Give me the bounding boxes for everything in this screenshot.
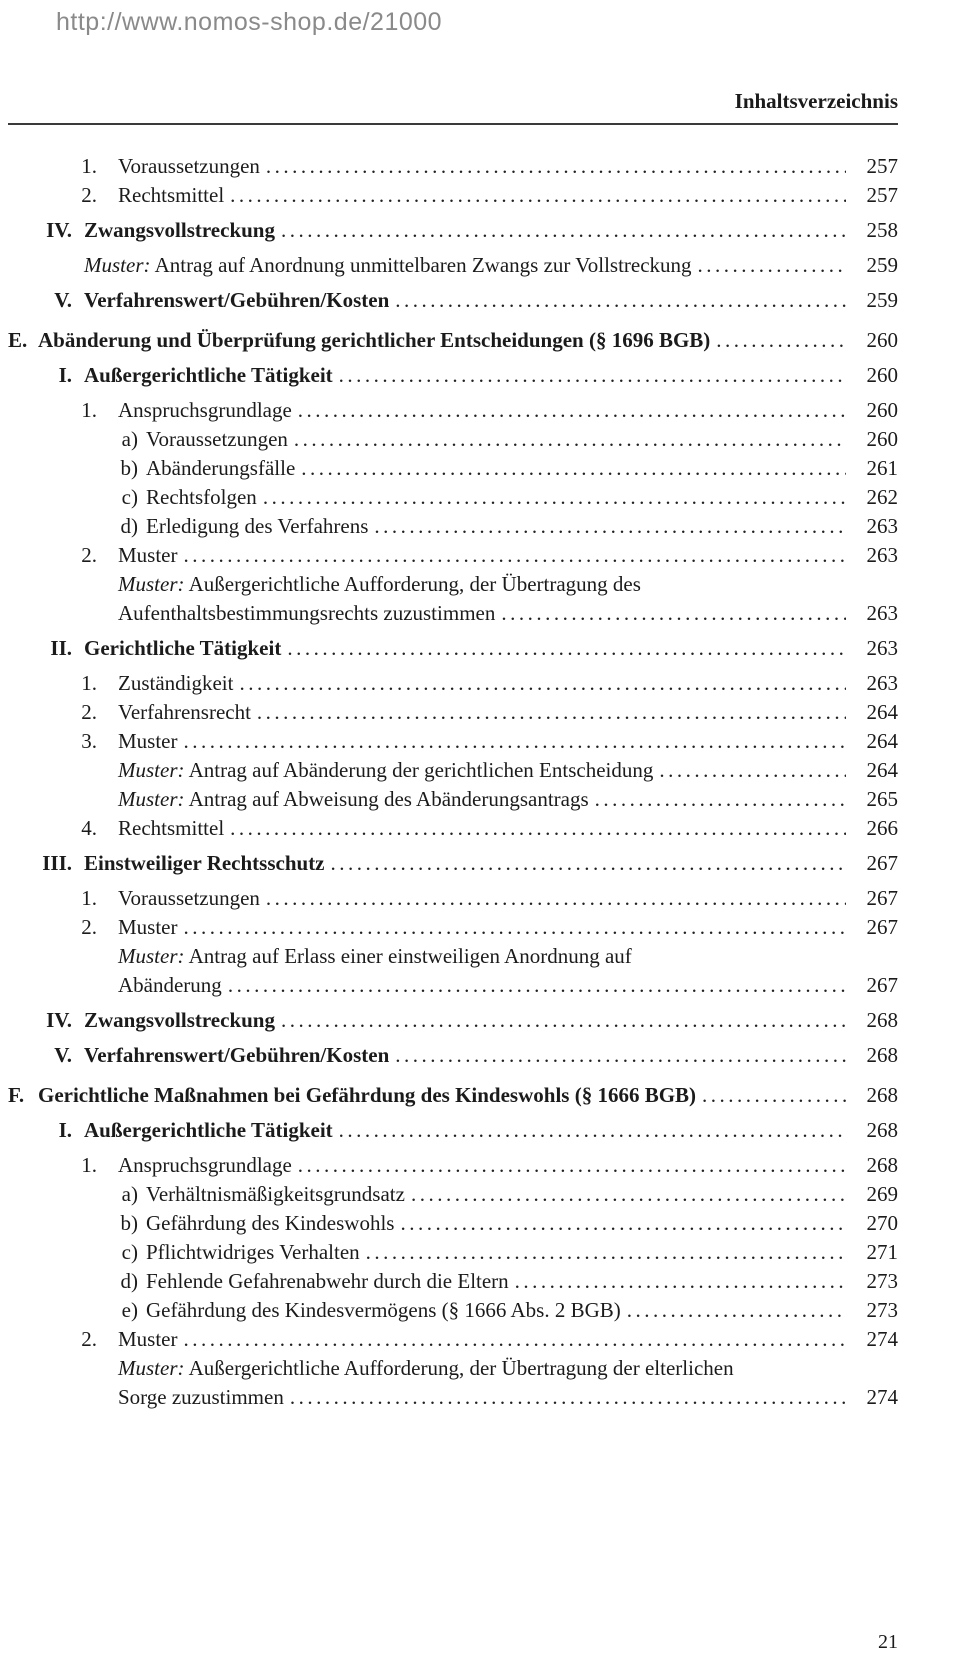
entry-page: 274 — [866, 1327, 898, 1351]
entry-page: 263 — [866, 514, 898, 538]
toc-row — [8, 1151, 898, 1180]
toc-row — [8, 1296, 898, 1325]
entry-label: I. — [58, 1118, 72, 1142]
muster-prefix: Muster: — [118, 572, 185, 596]
entry-text: Außergerichtliche Tätigkeit — [84, 1118, 333, 1142]
entry-text-continued: Sorge zuzustimmen — [118, 1385, 284, 1409]
entry-page: 260 — [866, 363, 898, 387]
toc-entry — [8, 669, 898, 698]
dot-leader — [294, 425, 846, 454]
dot-leader — [230, 814, 846, 843]
entry-page: 274 — [866, 1385, 898, 1409]
entry-page: 269 — [866, 1182, 898, 1206]
entry-text: Fehlende Gefahrenabwehr durch die Eltern — [146, 1269, 509, 1293]
entry-page: 262 — [866, 485, 898, 509]
entry-label: e) — [121, 1298, 138, 1322]
dot-leader — [716, 326, 846, 355]
toc-entry — [8, 1238, 898, 1267]
toc-row — [8, 971, 898, 1000]
entry-label: IV. — [46, 218, 72, 242]
toc-row — [8, 634, 898, 663]
dot-leader — [266, 884, 846, 913]
entry-text: Muster — [118, 915, 178, 939]
entry-text-continued: Aufenthaltsbestimmungsrechts zuzustimmen — [118, 601, 496, 625]
dot-leader — [501, 599, 846, 628]
toc-row — [8, 1116, 898, 1145]
toc-row — [8, 216, 898, 245]
entry-text: Rechtsfolgen — [146, 485, 257, 509]
entry-text: Muster: Antrag auf Abänderung der gerichtlichen Entscheidung — [118, 758, 654, 782]
toc-entry — [8, 396, 898, 425]
entry-text: Voraussetzungen — [118, 154, 260, 178]
entry-page: 267 — [866, 851, 898, 875]
entry-label: a) — [121, 427, 138, 451]
toc-entry — [8, 884, 898, 913]
entry-label: E. — [8, 328, 28, 352]
entry-page: 264 — [866, 729, 898, 753]
toc-entry — [8, 727, 898, 756]
entry-text: Muster: Antrag auf Abweisung des Abänderungsantrags — [118, 787, 589, 811]
toc-row — [8, 785, 898, 814]
toc-row — [8, 1209, 898, 1238]
entry-label: 2. — [81, 915, 97, 939]
entry-label: 4. — [81, 816, 97, 840]
toc-entry — [8, 361, 898, 390]
toc-row — [8, 727, 898, 756]
entry-label: 2. — [81, 700, 97, 724]
entry-page: 268 — [866, 1043, 898, 1067]
toc-row — [8, 669, 898, 698]
entry-text: Abänderungsfälle — [146, 456, 296, 480]
dot-leader — [298, 396, 846, 425]
toc-row — [8, 698, 898, 727]
entry-page: 259 — [866, 288, 898, 312]
entry-text: Muster — [118, 1327, 178, 1351]
entry-page: 264 — [866, 758, 898, 782]
entry-text: Anspruchsgrundlage — [118, 1153, 292, 1177]
entry-text: Erledigung des Verfahrens — [146, 514, 369, 538]
toc-row — [8, 1081, 898, 1110]
entry-page: 261 — [866, 456, 898, 480]
entry-text: Rechtsmittel — [118, 183, 225, 207]
dot-leader — [230, 181, 846, 210]
entry-label: III. — [42, 851, 72, 875]
dot-leader — [374, 512, 846, 541]
entry-text: Zwangsvollstreckung — [84, 1008, 275, 1032]
toc-entry — [8, 785, 898, 814]
toc-row — [8, 1238, 898, 1267]
entry-page: 263 — [866, 671, 898, 695]
entry-label: d) — [120, 514, 138, 538]
toc-row — [8, 570, 898, 599]
entry-page: 259 — [866, 253, 898, 277]
dot-leader — [411, 1180, 846, 1209]
toc-entry — [8, 1209, 898, 1238]
entry-text: Einstweiliger Rechtsschutz — [84, 851, 325, 875]
toc-row — [8, 251, 898, 280]
toc-entry — [8, 1354, 898, 1412]
toc-row — [8, 1041, 898, 1070]
toc-row — [8, 152, 898, 181]
toc-entry — [8, 326, 898, 355]
dot-leader — [184, 541, 847, 570]
entry-text: Anspruchsgrundlage — [118, 398, 292, 422]
entry-label: 2. — [81, 183, 97, 207]
dot-leader — [290, 1383, 846, 1412]
dot-leader — [659, 756, 846, 785]
toc-entry — [8, 1116, 898, 1145]
entry-page: 257 — [866, 183, 898, 207]
entry-label: II. — [50, 636, 72, 660]
entry-page: 264 — [866, 700, 898, 724]
muster-prefix: Muster: — [84, 253, 151, 277]
toc-entry — [8, 483, 898, 512]
toc-row — [8, 483, 898, 512]
entry-page: 263 — [866, 636, 898, 660]
entry-text: Außergerichtliche Tätigkeit — [84, 363, 333, 387]
dot-leader — [184, 727, 847, 756]
toc-entry — [8, 698, 898, 727]
entry-label: 1. — [81, 154, 97, 178]
toc-entry — [8, 756, 898, 785]
entry-text: Muster: Antrag auf Erlass einer einstweiligen Anordnung auf — [118, 944, 632, 968]
entry-page: 266 — [866, 816, 898, 840]
muster-prefix: Muster: — [118, 787, 185, 811]
page-number: 21 — [878, 1631, 898, 1653]
entry-text: Gerichtliche Maßnahmen bei Gefährdung des Kindeswohls (§ 1666 BGB) — [38, 1083, 697, 1107]
dot-leader — [228, 971, 846, 1000]
dot-leader — [184, 913, 847, 942]
entry-page: 268 — [866, 1083, 898, 1107]
toc-entry — [8, 1151, 898, 1180]
entry-page: 257 — [866, 154, 898, 178]
toc-row — [8, 814, 898, 843]
dot-leader — [698, 251, 846, 280]
entry-text: Verfahrenswert/Gebühren/Kosten — [84, 1043, 390, 1067]
page-title: Inhaltsverzeichnis — [8, 89, 898, 125]
dot-leader — [627, 1296, 846, 1325]
entry-page: 268 — [866, 1008, 898, 1032]
toc-row — [8, 361, 898, 390]
toc-row — [8, 1006, 898, 1035]
toc-row — [8, 1180, 898, 1209]
dot-leader — [239, 669, 846, 698]
toc-entry — [8, 1180, 898, 1209]
toc-row — [8, 541, 898, 570]
entry-page: 263 — [866, 601, 898, 625]
entry-text: Abänderung und Überprüfung gerichtlicher Entscheidungen (§ 1696 BGB) — [38, 328, 711, 352]
dot-leader — [257, 698, 846, 727]
toc-row — [8, 1383, 898, 1412]
toc-entry — [8, 634, 898, 663]
toc-row — [8, 913, 898, 942]
dot-leader — [298, 1151, 846, 1180]
entry-text: Muster — [118, 729, 178, 753]
entry-page: 267 — [866, 973, 898, 997]
toc-row — [8, 849, 898, 878]
toc-list — [8, 152, 898, 1412]
toc-row — [8, 1267, 898, 1296]
toc-entry — [8, 1296, 898, 1325]
shop-url-watermark: http://www.nomos-shop.de/21000 — [56, 8, 443, 36]
entry-label: c) — [121, 485, 138, 509]
entry-text: Gerichtliche Tätigkeit — [84, 636, 282, 660]
dot-leader — [366, 1238, 846, 1267]
toc-entry — [8, 425, 898, 454]
toc-row — [8, 1325, 898, 1354]
dot-leader — [301, 454, 846, 483]
toc-row — [8, 286, 898, 315]
toc-entry — [8, 216, 898, 245]
entry-text: Voraussetzungen — [118, 886, 260, 910]
toc-entry — [8, 1041, 898, 1070]
dot-leader — [266, 152, 846, 181]
entry-text: Pflichtwidriges Verhalten — [146, 1240, 360, 1264]
entry-text: Gefährdung des Kindesvermögens (§ 1666 Abs. 2 BGB) — [146, 1298, 621, 1322]
entry-label: 1. — [81, 1153, 97, 1177]
entry-page: 268 — [866, 1153, 898, 1177]
dot-leader — [395, 1041, 846, 1070]
entry-page: 273 — [866, 1298, 898, 1322]
entry-page: 258 — [866, 218, 898, 242]
entry-page: 267 — [866, 886, 898, 910]
entry-text: Muster — [118, 543, 178, 567]
entry-text: Rechtsmittel — [118, 816, 225, 840]
toc-entry — [8, 1081, 898, 1110]
toc-entry — [8, 1006, 898, 1035]
muster-prefix: Muster: — [118, 758, 185, 782]
muster-prefix: Muster: — [118, 1356, 185, 1380]
entry-page: 270 — [866, 1211, 898, 1235]
toc-row — [8, 756, 898, 785]
entry-page: 260 — [866, 427, 898, 451]
dot-leader — [263, 483, 846, 512]
entry-label: a) — [121, 1182, 138, 1206]
entry-page: 265 — [866, 787, 898, 811]
toc-entry — [8, 1325, 898, 1354]
toc-row — [8, 942, 898, 971]
toc-entry — [8, 570, 898, 628]
entry-label: c) — [121, 1240, 138, 1264]
entry-text: Voraussetzungen — [146, 427, 288, 451]
entry-label: 1. — [81, 671, 97, 695]
entry-page: 263 — [866, 543, 898, 567]
entry-page: 268 — [866, 1118, 898, 1142]
dot-leader — [595, 785, 846, 814]
entry-page: 273 — [866, 1269, 898, 1293]
entry-label: 1. — [81, 886, 97, 910]
entry-text: Verfahrenswert/Gebühren/Kosten — [84, 288, 390, 312]
toc-row — [8, 454, 898, 483]
toc-row — [8, 599, 898, 628]
entry-label: V. — [54, 1043, 72, 1067]
entry-label: 3. — [81, 729, 97, 753]
toc-row — [8, 181, 898, 210]
entry-page: 267 — [866, 915, 898, 939]
entry-label: 2. — [81, 543, 97, 567]
dot-leader — [339, 1116, 846, 1145]
toc-entry — [8, 849, 898, 878]
toc-entry — [8, 152, 898, 181]
muster-prefix: Muster: — [118, 944, 185, 968]
entry-text: Gefährdung des Kindeswohls — [146, 1211, 395, 1235]
entry-text: Muster: Antrag auf Anordnung unmittelbaren Zwangs zur Vollstreckung — [84, 253, 692, 277]
toc-row — [8, 425, 898, 454]
dot-leader — [331, 849, 846, 878]
dot-leader — [184, 1325, 847, 1354]
entry-page: 271 — [866, 1240, 898, 1264]
entry-text-continued: Abänderung — [118, 973, 222, 997]
dot-leader — [400, 1209, 846, 1238]
toc-entry — [8, 512, 898, 541]
entry-text: Verhältnismäßigkeitsgrundsatz — [146, 1182, 405, 1206]
entry-label: 1. — [81, 398, 97, 422]
toc-entry — [8, 1267, 898, 1296]
toc-row — [8, 396, 898, 425]
toc-row — [8, 1354, 898, 1383]
entry-label: V. — [54, 288, 72, 312]
entry-text: Zwangsvollstreckung — [84, 218, 275, 242]
dot-leader — [287, 634, 846, 663]
entry-label: b) — [120, 1211, 138, 1235]
toc-row — [8, 884, 898, 913]
toc-row — [8, 512, 898, 541]
entry-label: F. — [8, 1083, 25, 1107]
toc-entry — [8, 942, 898, 1000]
entry-label: b) — [120, 456, 138, 480]
entry-text: Verfahrensrecht — [118, 700, 251, 724]
toc-entry — [8, 913, 898, 942]
entry-label: d) — [120, 1269, 138, 1293]
toc-entry — [8, 181, 898, 210]
dot-leader — [281, 1006, 846, 1035]
entry-text: Zuständigkeit — [118, 671, 234, 695]
toc-entry — [8, 454, 898, 483]
entry-page: 260 — [866, 328, 898, 352]
toc-row — [8, 326, 898, 355]
dot-leader — [515, 1267, 846, 1296]
dot-leader — [339, 361, 846, 390]
toc-entry — [8, 251, 898, 280]
entry-label: I. — [58, 363, 72, 387]
entry-label: 2. — [81, 1327, 97, 1351]
dot-leader — [395, 286, 846, 315]
dot-leader — [281, 216, 846, 245]
toc-entry — [8, 286, 898, 315]
entry-label: IV. — [46, 1008, 72, 1032]
dot-leader — [702, 1081, 846, 1110]
entry-text: Muster: Außergerichtliche Aufforderung, der Übertragung der elterlichen — [118, 1356, 734, 1380]
toc-entry — [8, 814, 898, 843]
toc-entry — [8, 541, 898, 570]
entry-text: Muster: Außergerichtliche Aufforderung, der Übertragung des — [118, 572, 641, 596]
entry-page: 260 — [866, 398, 898, 422]
